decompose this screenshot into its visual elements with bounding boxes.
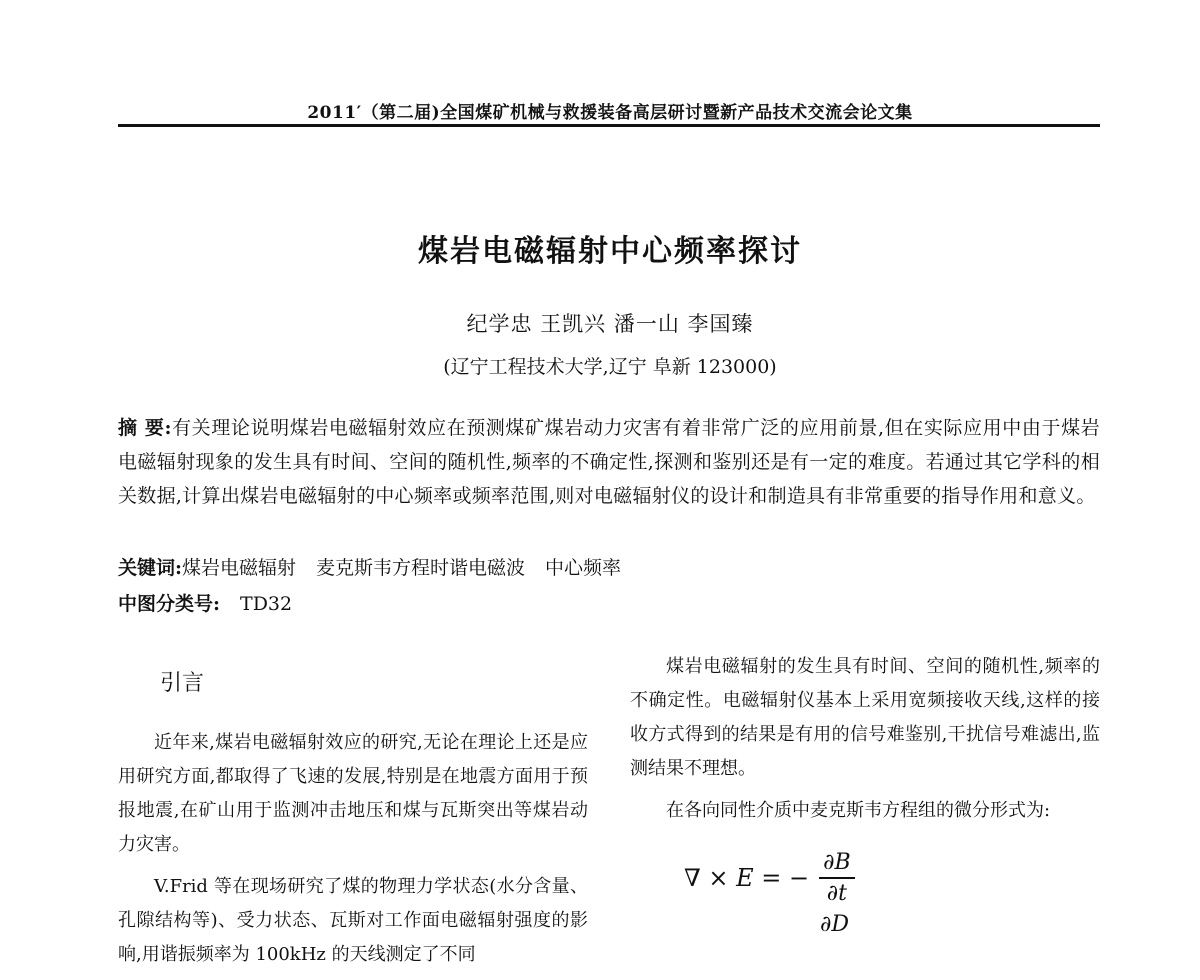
equation-fraction xyxy=(819,850,855,906)
section-title-introduction: 引言 xyxy=(160,671,205,696)
body-paragraph: 在各向同性介质中麦克斯韦方程组的微分形式为: xyxy=(666,800,1051,821)
keywords xyxy=(118,553,1100,583)
equation-lhs: ∇ × E = − xyxy=(684,864,810,892)
abstract xyxy=(118,411,1100,513)
left-column xyxy=(118,650,588,980)
classification-label: 中图分类号: xyxy=(118,593,221,615)
classification-value: TD32 xyxy=(240,593,293,615)
keyword-item: 中心频率 xyxy=(545,557,622,579)
paper-authors: 纪学忠 王凯兴 潘一山 李国臻 xyxy=(466,312,754,336)
keyword-item: 煤岩电磁辐射 xyxy=(182,557,297,579)
body-paragraph: V.Frid 等在现场研究了煤的物理力学状态(水分含量、孔隙结构等)、受力状态、瓦斯对工作面电磁辐射强度的影响,用谐振频率为 100kHz 的天线测定了不同 xyxy=(118,876,588,965)
paper-affiliation: (辽宁工程技术大学,辽宁 阜新 123000) xyxy=(443,356,777,378)
body-paragraph: 煤岩电磁辐射的发生具有时间、空间的随机性,频率的不确定性。电磁辐射仪基本上采用宽频接收天线,这样的接收方式得到的结果是有用的信号难鉴别,干扰信号难滤出,监测结果不理想。 xyxy=(630,656,1100,779)
body-paragraph: 近年来,煤岩电磁辐射效应的研究,无论在理论上还是应用研究方面,都取得了飞速的发展,特别是在地震方面用于预报地震,在矿山用于监测冲击地压和煤与瓦斯突出等煤岩动力灾害。 xyxy=(118,732,588,855)
paper-title: 煤岩电磁辐射中心频率探讨 xyxy=(418,234,802,269)
classification-number xyxy=(118,589,1100,619)
abstract-label: 摘 要: xyxy=(118,417,172,439)
equation-numerator: ∂B xyxy=(819,850,855,879)
maxwell-equation-next-partial: ∂D xyxy=(820,912,850,937)
header-rule xyxy=(118,124,1100,127)
right-column xyxy=(630,650,1100,937)
running-header: 2011′（第二届)全国煤矿机械与救援装备高层研讨暨新产品技术交流会论文集 xyxy=(307,103,913,123)
maxwell-equation-faraday xyxy=(684,850,1100,906)
keywords-label: 关键词: xyxy=(118,557,183,579)
equation-denominator: ∂t xyxy=(826,881,847,906)
abstract-text: 有关理论说明煤岩电磁辐射效应在预测煤矿煤岩动力灾害有着非常广泛的应用前景,但在实际应用中由于煤岩电磁辐射现象的发生具有时间、空间的随机性,频率的不确定性,探测和鉴别还是有一定的难度。若通过其它学科的相关数据,计算出煤岩电磁辐射的中心频率或频率范围,则对电磁辐射仪的设计和制造具有非常重要的指导作用和意义。 xyxy=(118,417,1100,507)
keyword-item: 麦克斯韦方程时谐电磁波 xyxy=(316,557,526,579)
